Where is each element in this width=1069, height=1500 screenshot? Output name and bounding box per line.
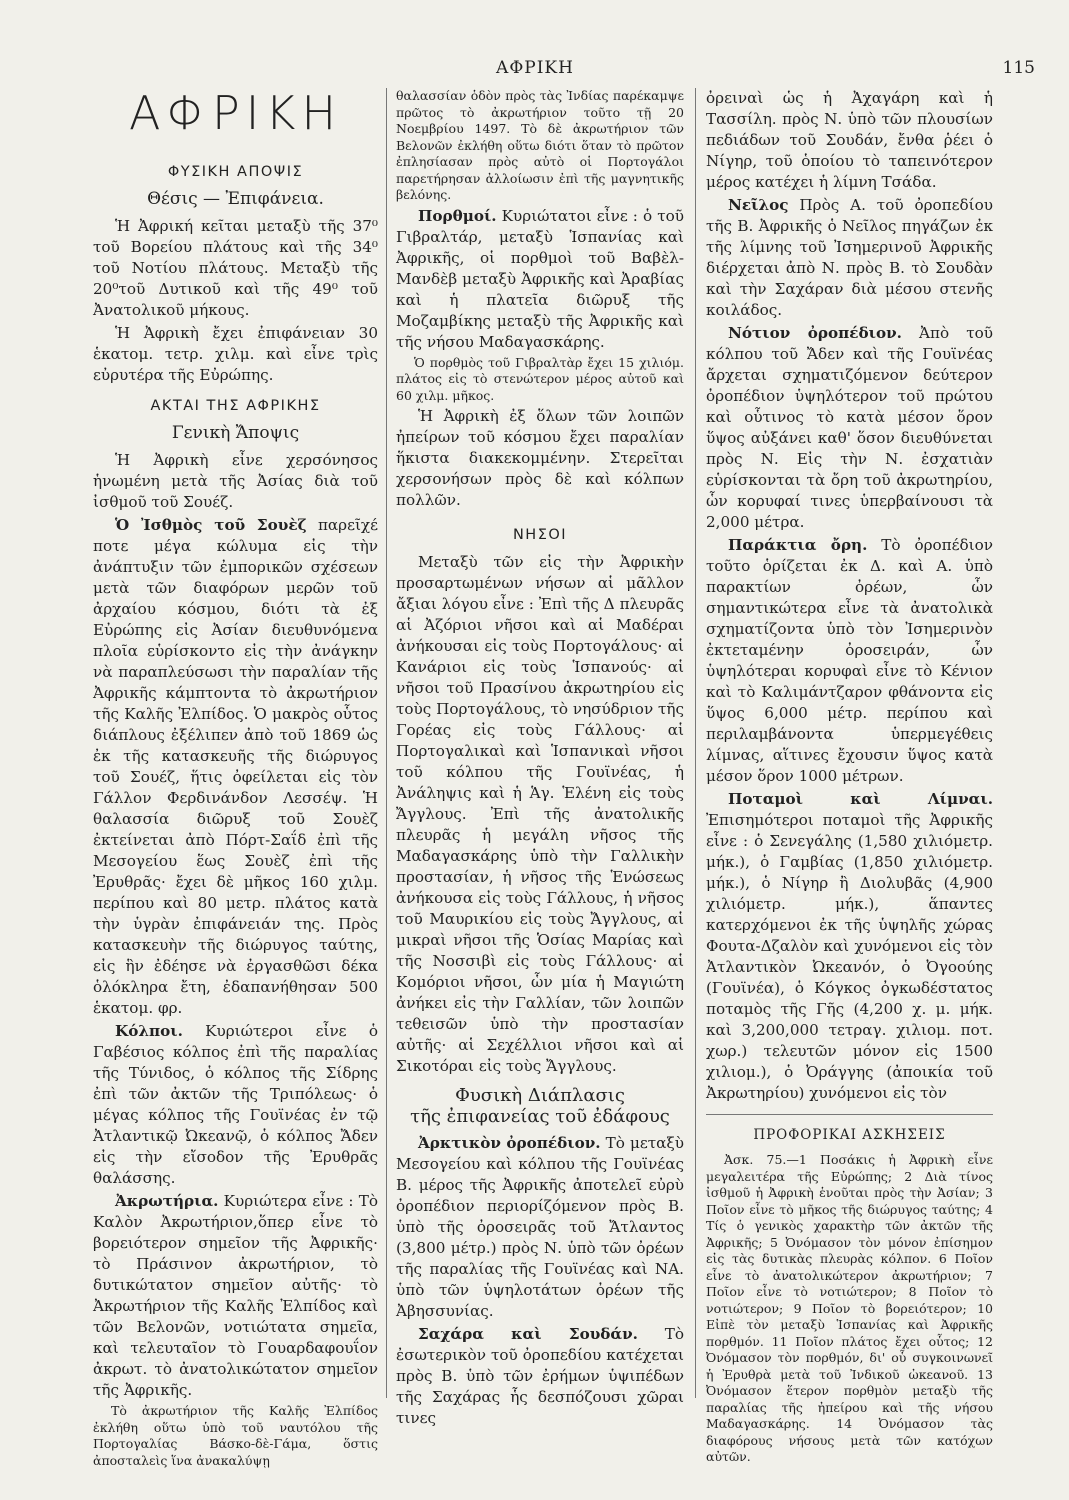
column-divider-1: [386, 88, 387, 1398]
paragraph: Ἡ Ἀφρικὴ εἶνε χερσόνησος ἡνωμένη μετὰ τῆς Ἀσίας διὰ τοῦ ἰσθμοῦ τοῦ Σουέζ.: [93, 451, 378, 511]
section-heading-physical: ΦΥΣΙΚΗ ΑΠΟΨΙΣ: [167, 164, 304, 180]
subheading-surface: τῆς ἐπιφανείας τοῦ ἐδάφους: [410, 1106, 670, 1127]
paragraph-text: Κυριώτερα εἶνε : Τὸ Καλὸν Ἀκρωτήριον,ὅπερ εἶνε τὸ βορειότερον σημεῖον τῆς Ἀφρικῆς· τὸ Πράσινον ἀκρωτήριον, τὸ δυτικώτατον σημεῖον αὐτῆς· τὸ Ἀκρωτήριον τῆς Καλῆς Ἐλπίδος καὶ τῶν Βελονῶν, νοτιώτατα σημεῖα, καὶ τελευταῖον τὸ Γουαρδαφουΐον ἀκρωτ. τὸ ἀνατολικώτατον σημεῖον τῆς Ἀφρικῆς.: [93, 1192, 378, 1399]
exercises-text: Ἀσκ. 75.—1 Ποσάκις ἡ Ἀφρικὴ εἶνε μεγαλειτέρα τῆς Εὐρώπης; 2 Διὰ τίνος ἰσθμοῦ ἡ Ἀφρικὴ ἑνοῦται πρὸς τὴν Ἀσίαν; 3 Ποῖον εἶνε τὸ μῆκος τῆς διώρυγος ταύτης; 4 Τίς ὁ γενικὸς χαρακτὴρ τῶν ἀκτῶν τῆς Ἀφρικῆς; 5 Ὀνόμασον τὸν μόνον ἐπίσημον εἰς τὰς δυτικὰς πλευρὰς κόλπον. 6 Ποῖον εἶνε τὸ ἀνατολικώτερον ἀκρωτήριον; 7 Ποῖον εἶνε τὸ νοτιώτερον; 8 Ποῖον τὸ νοτιώτερον; 9 Ποῖον τὸ βορειότερον; 10 Εἰπὲ τὸν μεταξὺ Ἱσπανίας καὶ Ἀφρικῆς πορθμόν. 11 Ποῖον πλάτος ἔχει οὗτος; 12 Ὀνόμασον τὸν πορθμόν, δι' οὗ συγκοινωνεῖ ἡ Ἐρυθρὰ μετὰ τοῦ Ἰνδικοῦ ὠκεανοῦ. 13 Ὀνόμασον ἕτερον πορθμὸν μεταξὺ τῆς παραλίας τῆς ἠπείρου καὶ τῆς νήσου Μαδαγασκάρης. 14 Ὀνόμασον τὰς διαφόρους νήσους μετὰ τῶν κατόχων αὐτῶν.: [706, 1152, 993, 1464]
column-3: [706, 88, 993, 1468]
paragraph-gulfs: [93, 1021, 378, 1189]
paragraph-text: Τὸ μεταξὺ Μεσογείου καὶ κόλπου τῆς Γουϊνέας Β. μέρος τῆς Ἀφρικῆς ἀποτελεῖ εὐρὺ ὀροπέδιον περιορίζόμενον πρὸς Β. ὑπὸ τῆς ὀροσειρᾶς τοῦ Ἄτλαντος (3,800 μέτρ.) πρὸς Ν. ὑπὸ τῶν ὀρέων τῆς παραλίας τῆς Γουϊνέας καὶ ΝΑ. ὑπὸ τῶν ὑψηλοτάτων ὀρέων τῆς Ἀβησσυνίας.: [396, 1134, 684, 1320]
paragraph-text: Πρὸς Α. τοῦ ὀροπεδίου τῆς Β. Ἀφρικῆς ὁ Νεῖλος πηγάζων ἐκ τῆς λίμνης τοῦ Ἰσημερινοῦ Ἀφρικῆς διέρχεται ἀπὸ Ν. πρὸς Β. τὸ Σουδὰν καὶ τὴν Σαχάραν διὰ μέσου στενῆς κοιλάδος.: [706, 196, 993, 319]
run-in-heading: Ἀκρωτήρια.: [115, 1192, 219, 1210]
paragraph-text: Τὸ ὀροπέδιον τοῦτο ὁρίζεται ἐκ Δ. καὶ Α. ὑπὸ παρακτίων ὀρέων, ὧν σημαντικώτερα εἶνε τὰ ἀνατολικὰ σχηματίζοντα ὑπὸ τὸν Ἰσημερινὸν ἐκτεταμένην ὀροσειράν, ὧν ὑψηλότεραι κορυφαὶ εἶνε τὸ Κένιον καὶ τὸ Καλιμάντζαρον φθάνοντα εἰς ὕψος 6,000 μέτρ. περίπου καὶ περιλαμβάνοντα ὑπερμεγέθεις λίμνας, αἵτινες ἔχουσιν ὕψος κατὰ μέσον ὅρον 1000 μέτρων.: [706, 536, 993, 785]
footnote: Τὸ ἀκρωτήριον τῆς Καλῆς Ἐλπίδος ἐκλήθη οὕτω ὑπὸ τοῦ ναυτόλου τῆς Πορτογαλίας Βάσκο-δὲ-Γάμα, ὅστις ἀποσταλεὶς ἵνα ἀνακαλύψῃ: [93, 1403, 378, 1468]
footnote-continued: θαλασσίαν ὁδὸν πρὸς τὰς Ἰνδίας παρέκαμψε πρῶτος τὸ ἀκρωτήριον τοῦτο τῇ 20 Νοεμβρίου 1497. Τὸ δὲ ἀκρωτήριον τῶν Βελονῶν ἐκλήθη οὕτω διότι ὅταν τὸ πρῶτον ἐπλησίασαν πρὸς αὐτὸ οἱ Πορτογάλοι παρετήρησαν ἀλλοίωσιν ἐπὶ τῆς μαγνητικῆς βελόνης.: [396, 88, 684, 202]
subheading-general: Γενικὴ Ἄποψις: [171, 423, 300, 443]
subheading-position: Θέσις — Ἐπιφάνεια.: [147, 189, 324, 209]
run-in-heading: Πορθμοί.: [418, 206, 497, 225]
paragraph-sahara: [396, 1324, 684, 1429]
chapter-title: ΑΦΡΙΚΗ: [128, 86, 343, 140]
paragraph: Ἡ Ἀφρικὴ ἔχει ἐπιφάνειαν 30 ἑκατομ. τετρ. χιλμ. καὶ εἶνε τρὶς εὐρυτέρα τῆς Εὐρώπης.: [93, 324, 378, 384]
run-in-heading: Ὁ Ἰσθμὸς τοῦ Σουὲζ: [115, 516, 307, 534]
paragraph-islands: Μεταξὺ τῶν εἰς τὴν Ἀφρικὴν προσαρτωμένων νήσων αἱ μᾶλλον ἄξιαι λόγου εἶνε : Ἐπὶ τῆς Δ πλευρᾶς αἱ Ἀζόριοι νῆσοι καὶ αἱ Μαδέραι ἀνήκουσαι εἰς τοὺς Πορτογάλους· αἱ Κανάριοι εἰς τοὺς Ἱσπανούς· αἱ νῆσοι τοῦ Πρασίνου ἀκρωτηρίου εἰς τοὺς Πορτογάλους, τὸ νησύδριον τῆς Γορέας εἰς τοὺς Γάλλους· αἱ Πορτογαλικαὶ καὶ Ἱσπανικαὶ νῆσοι τοῦ κόλπου τῆς Γουϊνέας, ἡ Ἀνάληψις καὶ ἡ Ἁγ. Ἑλένη εἰς τοὺς Ἄγγλους. Ἐπὶ τῆς ἀνατολικῆς πλευρᾶς ἡ μεγάλη νῆσος τῆς Μαδαγασκάρης ὑπὸ τὴν Γαλλικὴν προστασίαν, ἡ νῆσος τῆς Ἑνώσεως ἀνήκουσα εἰς τοὺς Γάλλους, ἡ νῆσος τοῦ Μαυρικίου εἰς τοὺς Ἄγγλους, αἱ μικραὶ νῆσοι τῆς Ὁσίας Μαρίας καὶ τῆς Νοσσιβὶ εἰς τοὺς Γάλλους· αἱ Κομόριοι νῆσοι, ὧν μία ἡ Μαγιώτη ἀνήκει εἰς τὴν Γαλλίαν, τῶν λοιπῶν τεθεισῶν ὑπὸ τὴν προστασίαν αὐτῆς· αἱ Σεχέλλιοι νῆσοι καὶ αἱ Σικοτόραι εἰς τοὺς Ἄγγλους.: [396, 553, 685, 1075]
column-2: [396, 88, 684, 1431]
paragraph: Ἡ Ἀφρική κεῖται μεταξὺ τῆς 37⁰ τοῦ Βορείου πλάτους καὶ τῆς 34⁰ τοῦ Νοτίου πλάτους. Μεταξὺ τῆς 20⁰τοῦ Δυτικοῦ καὶ τῆς 49⁰ τοῦ Ἀνατολικοῦ μήκους.: [93, 217, 378, 319]
section-heading-islands: ΝΗΣΟΙ: [512, 527, 568, 543]
run-in-heading: Νεῖλος: [728, 196, 789, 214]
paragraph-continued: ὀρειναὶ ὡς ἡ Ἀχαγάρη καὶ ἡ Τασσίλη. πρὸς Ν. ὑπὸ τῶν πλουσίων πεδιάδων τοῦ Σουδάν, ἔνθα ῥέει ὁ Νίγηρ, τοῦ ὁποίου τὸ ταπεινότερον μέρος κατέχει ἡ λίμνη Τσάδα.: [706, 89, 993, 191]
paragraph-arctic-plateau: [396, 1133, 684, 1322]
subheading-physical-formation: Φυσικὴ Διάπλασις: [455, 1085, 625, 1106]
paragraph-isthmus: [93, 515, 378, 1019]
paragraph: Ἡ Ἀφρικὴ ἐξ ὅλων τῶν λοιπῶν ἠπείρων τοῦ κόσμου ἔχει παραλίαν ἥκιστα διακεκομμένην. Στερεῖται χερσονήσων πρὸς δὲ καὶ κόλπων πολλῶν.: [396, 407, 684, 509]
run-in-heading: Νότιον ὀροπέδιον.: [728, 324, 902, 342]
paragraph-text: Κυριώτεροι εἶνε ὁ Γαβέσιος κόλπος ἐπὶ τῆς παραλίας τῆς Τύνιδος, ὁ κόλπος τῆς Σίδρης ἐπὶ τῶν ἀκτῶν τῆς Τριπόλεως· ὁ μέγας κόλπος τῆς Γουϊνέας ἐν τῷ Ἀτλαντικῷ Ὠκεανῷ, ὁ κόλπος Ἄδεν εἰς τὴν εἴσοδον τῆς Ἐρυθρᾶς θαλάσσης.: [93, 1022, 378, 1187]
paragraph-nile: [706, 195, 993, 321]
run-in-heading: Ἀρκτικὸν ὀροπέδιον.: [418, 1134, 601, 1152]
page-number: 115: [1002, 58, 1035, 78]
run-in-heading: Παράκτια ὄρη.: [728, 536, 868, 554]
paragraph-text: Ἐπισημότεροι ποταμοὶ τῆς Ἀφρικῆς εἶνε : ὁ Σενεγάλης (1,580 χιλιόμετρ. μήκ.), ὁ Γαμβίας (1,850 χιλιόμετρ. μήκ.), ὁ Νίγηρ ἢ Διολυβᾶς (4,900 χιλιόμετρ. μήκ.), ἅπαντες κατερχόμενοι ἐκ τῆς ὑψηλῆς χώρας Φουτα-Δζαλὸν καὶ χυνόμενοι εἰς τὸν Ἀτλαντικὸν Ὠκεανόν, ὁ Ὀγοούης (Γουϊνέα), ὁ Κόγκος ὀγκωδέστατος ποταμὸς τῆς Γῆς (4,200 χ. μ. μήκ. καὶ 3,200,000 τετραγ. χιλιομ. ποτ. χωρ.) τελευτῶν μόνον εἰς 1500 χιλιομ.), ὁ Ὀράγγης (ἀποικία τοῦ Ἀκρωτηρίου) χυνόμενοι εἰς τὸν: [706, 811, 993, 1102]
exercises-heading: ΠΡΟΦΟΡΙΚΑΙ ΑΣΚΗΣΕΙΣ: [706, 1114, 993, 1146]
section-heading-coasts: ΑΚΤΑΙ ΤΗΣ ΑΦΡΙΚΗΣ: [150, 398, 321, 414]
paragraph-text: Ἀπὸ τοῦ κόλπου τοῦ Ἄδεν καὶ τῆς Γουϊνέας ἄρχεται σχηματιζόμενον δεύτερον ὀροπέδιον ὑψηλότερον τοῦ πρώτου καὶ οὗτινος τὸ κατὰ μέσον ὅρον ὕψος αὐξάνει καθ' ὅσον διευθύνεται πρὸς Ν. Εἰς τὴν Ν. ἐσχατιὰν εὑρίσκονται τὰ ὄρη τοῦ ἀκρωτηρίου, ὧν κορυφαί τινες ὑπερβαίνουσι τὰ 2,000 μέτρα.: [706, 324, 994, 531]
column-1: [93, 80, 378, 1471]
paragraph-rivers-lakes: [706, 789, 993, 1104]
paragraph-south-plateau: [706, 323, 993, 533]
run-in-heading: Σαχάρα καὶ Σουδάν.: [418, 1325, 638, 1343]
paragraph-text: παρεῖχέ ποτε μέγα κώλυμα εἰς τὴν ἀνάπτυξιν τῶν ἐμπορικῶν σχέσεων μετὰ τῶν διαφόρων μερῶν τοῦ ἀρχαίου κόσμου, διότι τὰ ἐξ Εὐρώπης εἰς Ἀσίαν διευθυνόμενα πλοῖα εὑρίσκοντο εἰς τὴν ἀνάγκην νὰ παραπλεύσωσι τὴν παραλίαν τῆς Ἀφρικῆς κάμπτοντα τὸ ἀκρωτήριον τῆς Καλῆς Ἐλπίδος. Ὁ μακρὸς οὗτος διάπλους ἐξέλιπεν ἀπὸ τοῦ 1869 ὡς ἐκ τῆς κατασκευῆς τῆς διώρυγος τοῦ Σουέζ, ἥτις ὀφείλεται εἰς τὸν Γάλλον Φερδινάνδον Λεσσέψ. Ἡ θαλασσία διῶρυξ τοῦ Σουὲζ ἐκτείνεται ἀπὸ Πόρτ-Σαΐδ ἐπὶ τῆς Μεσογείου ἕως Σουὲζ ἐπὶ τῆς Ἐρυθρᾶς· ἔχει δὲ μῆκος 160 χιλμ. περίπου καὶ 80 μετρ. πλάτος κατὰ τὴν ὑγρὰν ἐπιφάνειάν της. Πρὸς κατασκευὴν τῆς διώρυγος ταύτης, εἰς ἣν ἐδέησε νὰ ἐργασθῶσι δέκα ὁλόκληρα ἔτη, ἐδαπανήθησαν 500 ἑκατομ. φρ.: [93, 516, 379, 1017]
run-in-heading: Ποταμοὶ καὶ Λίμναι.: [728, 790, 993, 808]
paragraph-coastal-mountains: [706, 535, 993, 787]
paragraph-text: Κυριώτατοι εἶνε : ὁ τοῦ Γιβραλτάρ, μεταξὺ Ἱσπανίας καὶ Ἀφρικῆς, οἱ πορθμοὶ τοῦ Βαβὲλ-Μανδὲβ μεταξὺ Ἀφρικῆς καὶ Ἀραβίας καὶ ἡ πλατεῖα διῶρυξ τῆς Μοζαμβίκης μεταξὺ τῆς Ἀφρικῆς καὶ τῆς νήσου Μαδαγασκάρης.: [396, 206, 684, 351]
column-divider-2: [695, 88, 696, 1398]
running-title: ΑΦΡΙΚΗ: [496, 58, 574, 78]
run-in-heading: Κόλποι.: [115, 1022, 183, 1040]
footnote: Ὁ πορθμὸς τοῦ Γιβραλτὰρ ἔχει 15 χιλιόμ. πλάτος εἰς τὸ στενώτερον μέρος αὐτοῦ καὶ 60 χιλμ. μῆκος.: [396, 354, 684, 403]
paragraph-capes: [93, 1191, 378, 1401]
paragraph-text: Τὸ ἐσωτερικὸν τοῦ ὀροπεδίου κατέχεται πρὸς Β. ὑπὸ τῶν ἐρήμων ὑψιπέδων τῆς Σαχάρας ἧς δεσπόζουσι χῶραι τινες: [396, 1325, 684, 1427]
paragraph-straits: [396, 206, 684, 353]
